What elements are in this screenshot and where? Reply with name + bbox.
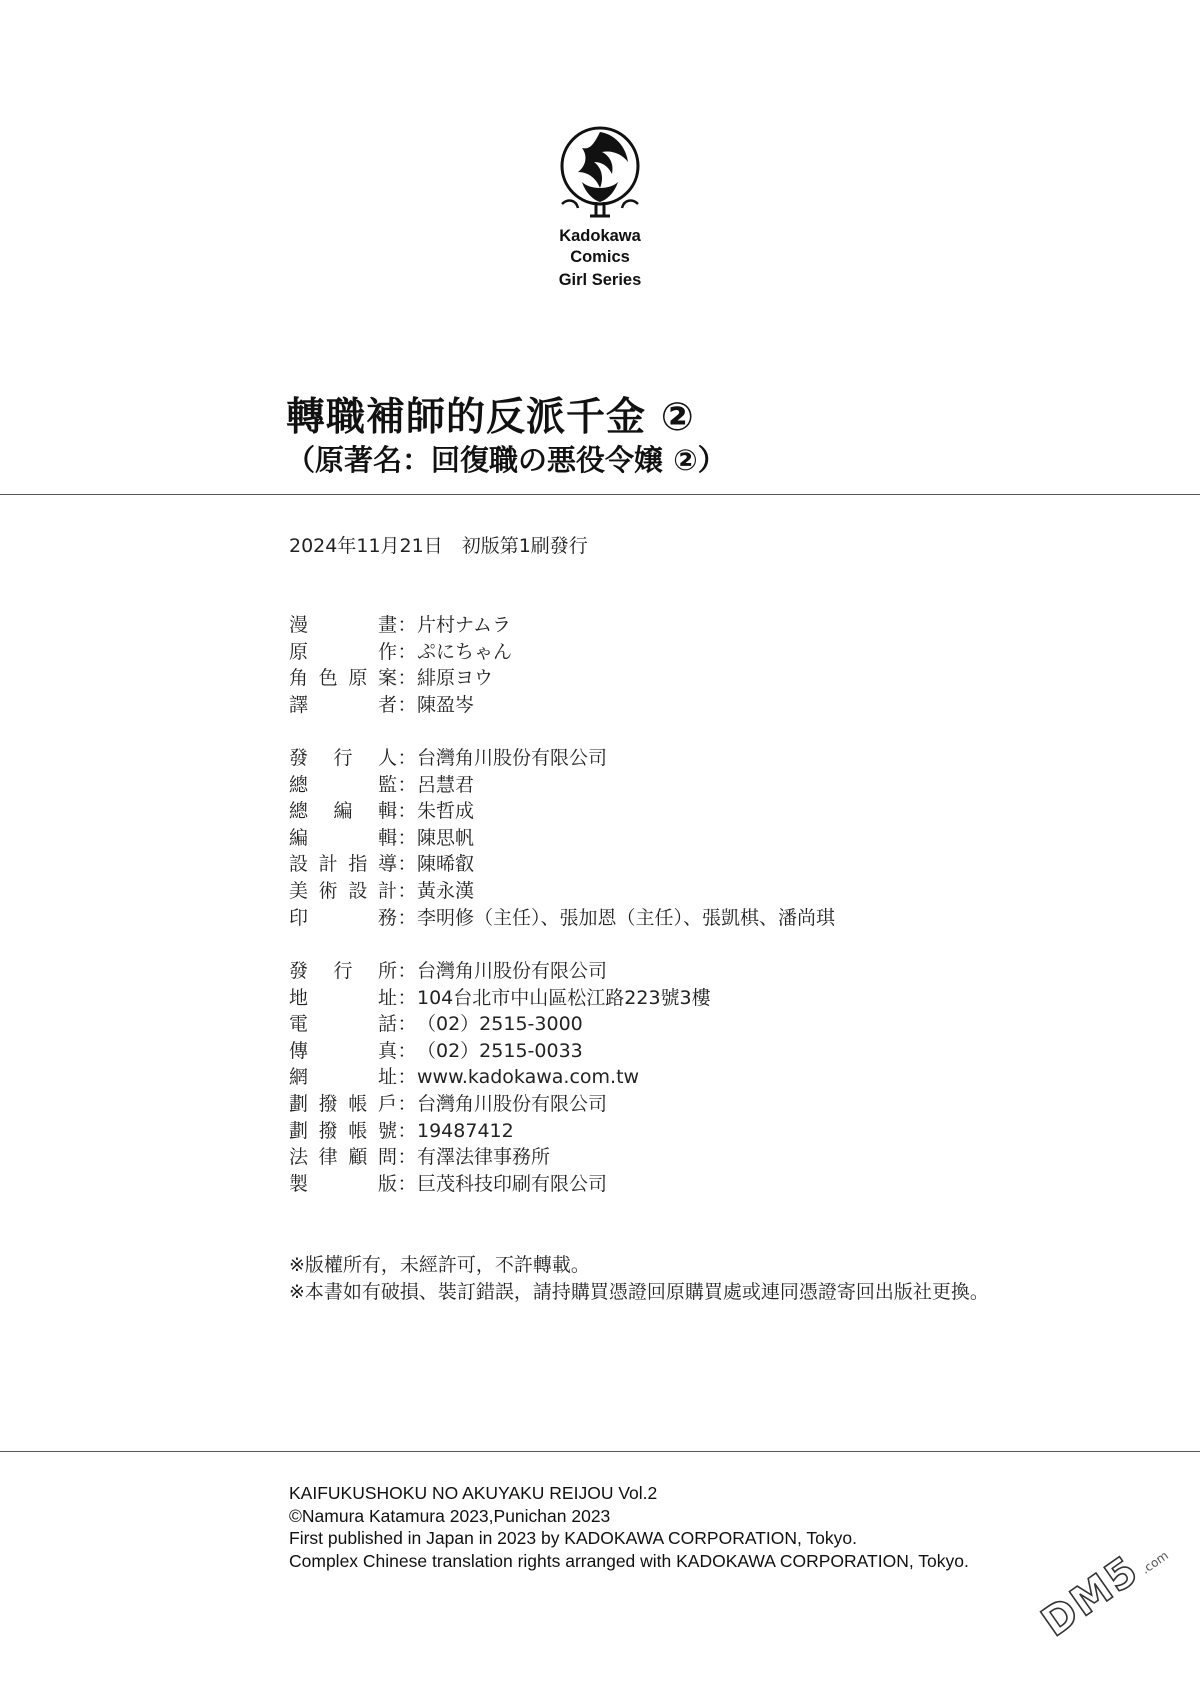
credit-row — [289, 1118, 711, 1145]
international-copyright — [289, 1482, 969, 1572]
credit-separator: ： — [397, 1039, 417, 1062]
credit-label: 設 計 指 導 — [289, 853, 397, 876]
publisher-logo — [530, 120, 670, 291]
credit-separator: ： — [397, 1092, 417, 1115]
credit-separator: ： — [397, 1172, 417, 1195]
credit-label: 網 址 — [289, 1066, 397, 1089]
credit-label: 發 行 人 — [289, 747, 397, 769]
credit-separator: ： — [397, 960, 417, 982]
credit-row — [289, 1171, 711, 1198]
credit-label: 發 行 所 — [289, 960, 397, 982]
phoenix-icon — [552, 120, 648, 224]
series-name-line1: Kadokawa Comics — [559, 227, 641, 266]
credit-row — [289, 1144, 711, 1171]
credits-publisher-info — [289, 958, 711, 1197]
credit-separator: ： — [397, 747, 417, 769]
credit-value: 黃永漢 — [417, 879, 475, 902]
credit-label: 美 術 設 計 — [289, 879, 397, 902]
notice-line: ※本書如有破損、裝訂錯誤，請持購買憑證回原購買處或連同憑證寄回出版社更換。 — [289, 1281, 989, 1303]
credit-row — [289, 878, 835, 905]
credit-label: 漫 畫 — [289, 614, 397, 636]
credit-value: （02）2515-3000 — [417, 1013, 583, 1036]
credit-row — [289, 612, 512, 639]
credit-row — [289, 851, 835, 878]
credit-value: 李明修（主任）、張加恩（主任）、張凱棋、潘尚琪 — [417, 906, 836, 929]
credit-row — [289, 985, 711, 1012]
intl-line: ©Namura Katamura 2023,Punichan 2023 — [289, 1505, 611, 1526]
credit-label: 傳 真 — [289, 1039, 397, 1062]
credit-row — [289, 665, 512, 692]
watermark-sub: .com — [1138, 1548, 1171, 1577]
credit-separator: ： — [397, 800, 417, 823]
top-divider — [0, 494, 1200, 495]
credit-label: 譯 者 — [289, 693, 397, 716]
credit-row — [289, 905, 835, 932]
credit-value: 陳晞叡 — [417, 853, 475, 876]
notice-line: ※版權所有，未經許可，不許轉載。 — [289, 1254, 590, 1276]
credit-separator: ： — [397, 853, 417, 876]
credit-label: 劃 撥 帳 戶 — [289, 1092, 397, 1115]
credit-row — [289, 958, 711, 985]
credit-value: 19487412 — [417, 1119, 514, 1142]
credit-row — [289, 745, 835, 772]
credit-separator: ： — [397, 614, 417, 636]
credit-value: 台灣角川股份有限公司 — [417, 747, 608, 769]
credit-label: 劃 撥 帳 號 — [289, 1119, 397, 1142]
credit-separator: ： — [397, 879, 417, 902]
book-title: 轉職補師的反派千金 ② — [286, 395, 695, 440]
credit-value: 陳思帆 — [417, 826, 475, 849]
credit-value: 104台北市中山區松江路223號3樓 — [417, 986, 711, 1009]
credit-label: 地 址 — [289, 986, 397, 1009]
credit-row — [289, 692, 512, 719]
copyright-notices — [289, 1252, 989, 1306]
credit-value: 有澤法律事務所 — [417, 1146, 551, 1169]
credit-separator: ： — [397, 826, 417, 849]
credit-label: 角 色 原 案 — [289, 667, 397, 690]
credit-value: （02）2515-0033 — [417, 1039, 583, 1062]
credit-row — [289, 825, 835, 852]
watermark-main: DM5 — [1033, 1547, 1148, 1646]
intl-line: KAIFUKUSHOKU NO AKUYAKU REIJOU Vol.2 — [289, 1483, 658, 1503]
credits-staff — [289, 745, 835, 931]
credit-row — [289, 1038, 711, 1065]
credit-separator: ： — [397, 773, 417, 796]
credit-row — [289, 639, 512, 666]
credit-row — [289, 1064, 711, 1091]
credits-creators — [289, 612, 512, 718]
site-watermark — [1033, 1534, 1171, 1646]
credit-label: 總 監 — [289, 773, 397, 796]
credit-label: 原 作 — [289, 640, 397, 663]
series-name-line2: Girl Series — [558, 271, 642, 289]
credit-value: ぷにちゃん — [417, 640, 513, 663]
credit-separator: ： — [397, 1119, 417, 1142]
credit-value: 呂慧君 — [417, 773, 475, 796]
credit-value: 台灣角川股份有限公司 — [417, 960, 608, 982]
credit-row — [289, 798, 835, 825]
edition-date: 2024年11月21日 初版第1刷發行 — [289, 535, 588, 557]
credit-value: 朱哲成 — [417, 800, 475, 823]
credit-label: 法 律 顧 問 — [289, 1146, 397, 1169]
credit-separator: ： — [397, 986, 417, 1009]
credit-separator: ： — [397, 693, 417, 716]
credit-label: 印 務 — [289, 906, 397, 929]
credit-separator: ： — [397, 1146, 417, 1169]
credit-separator: ： — [397, 640, 417, 663]
credit-separator: ： — [397, 1013, 417, 1036]
intl-line: Complex Chinese translation rights arranged with KADOKAWA CORPORATION, Tokyo. — [289, 1550, 969, 1571]
credit-label: 總 編 輯 — [289, 800, 397, 823]
credit-value: www.kadokawa.com.tw — [417, 1066, 640, 1089]
credit-separator: ： — [397, 667, 417, 690]
credit-row — [289, 1011, 711, 1038]
credit-value: 巨茂科技印刷有限公司 — [417, 1172, 608, 1195]
intl-line: First published in Japan in 2023 by KADOKAWA CORPORATION, Tokyo. — [289, 1528, 858, 1548]
credit-separator: ： — [397, 906, 417, 929]
credit-label: 編 輯 — [289, 826, 397, 849]
credit-label: 電 話 — [289, 1013, 397, 1036]
credit-label: 製 版 — [289, 1172, 397, 1195]
credit-value: 片村ナムラ — [417, 614, 512, 636]
credit-row — [289, 1091, 711, 1118]
credit-value: 陳盈岑 — [417, 693, 475, 716]
credit-separator: ： — [397, 1066, 417, 1089]
bottom-divider — [0, 1451, 1200, 1452]
credit-value: 台灣角川股份有限公司 — [417, 1092, 608, 1115]
credit-value: 緋原ヨウ — [417, 667, 494, 690]
original-title: （原著名：回復職の悪役令嬢 ②） — [286, 443, 727, 477]
credit-row — [289, 772, 835, 799]
